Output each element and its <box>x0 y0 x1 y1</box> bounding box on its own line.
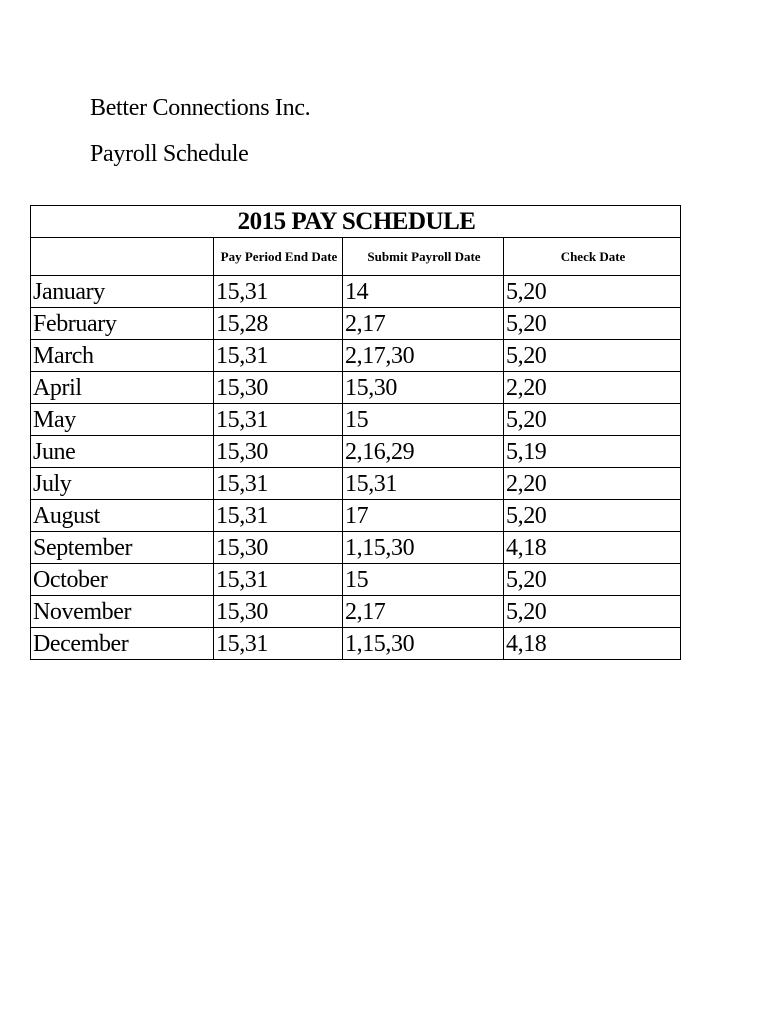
month-cell: March <box>31 340 214 372</box>
month-cell: November <box>31 596 214 628</box>
pay-period-end-cell: 15,30 <box>214 372 343 404</box>
table-body <box>31 276 681 660</box>
submit-payroll-cell: 2,17 <box>343 308 504 340</box>
header-month <box>31 238 214 276</box>
table-title: 2015 PAY SCHEDULE <box>31 206 681 238</box>
submit-payroll-cell: 15,30 <box>343 372 504 404</box>
table-row <box>31 276 681 308</box>
pay-period-end-cell: 15,31 <box>214 404 343 436</box>
table-row <box>31 468 681 500</box>
month-cell: January <box>31 276 214 308</box>
document-subtitle: Payroll Schedule <box>90 141 249 167</box>
check-date-cell: 5,20 <box>504 596 681 628</box>
check-date-cell: 5,20 <box>504 340 681 372</box>
month-cell: February <box>31 308 214 340</box>
check-date-cell: 4,18 <box>504 628 681 660</box>
pay-schedule-table <box>30 205 681 660</box>
table-row <box>31 308 681 340</box>
submit-payroll-cell: 1,15,30 <box>343 532 504 564</box>
table-row <box>31 628 681 660</box>
header-check-date: Check Date <box>504 238 681 276</box>
pay-period-end-cell: 15,31 <box>214 468 343 500</box>
pay-period-end-cell: 15,28 <box>214 308 343 340</box>
check-date-cell: 5,20 <box>504 500 681 532</box>
pay-period-end-cell: 15,31 <box>214 276 343 308</box>
month-cell: August <box>31 500 214 532</box>
month-cell: July <box>31 468 214 500</box>
submit-payroll-cell: 15 <box>343 564 504 596</box>
table-row <box>31 340 681 372</box>
submit-payroll-cell: 17 <box>343 500 504 532</box>
pay-period-end-cell: 15,31 <box>214 564 343 596</box>
table-row <box>31 564 681 596</box>
month-cell: April <box>31 372 214 404</box>
table-row <box>31 404 681 436</box>
submit-payroll-cell: 2,17 <box>343 596 504 628</box>
submit-payroll-cell: 14 <box>343 276 504 308</box>
header-submit-payroll: Submit Payroll Date <box>343 238 504 276</box>
header-pay-period-end: Pay Period End Date <box>214 238 343 276</box>
check-date-cell: 5,20 <box>504 564 681 596</box>
pay-period-end-cell: 15,31 <box>214 340 343 372</box>
month-cell: May <box>31 404 214 436</box>
table-row <box>31 532 681 564</box>
submit-payroll-cell: 2,17,30 <box>343 340 504 372</box>
submit-payroll-cell: 1,15,30 <box>343 628 504 660</box>
table-header-row <box>31 238 681 276</box>
table-row <box>31 596 681 628</box>
check-date-cell: 5,19 <box>504 436 681 468</box>
pay-period-end-cell: 15,31 <box>214 628 343 660</box>
month-cell: October <box>31 564 214 596</box>
check-date-cell: 5,20 <box>504 404 681 436</box>
check-date-cell: 2,20 <box>504 372 681 404</box>
pay-period-end-cell: 15,30 <box>214 596 343 628</box>
table-row <box>31 500 681 532</box>
company-name: Better Connections Inc. <box>90 95 311 121</box>
table-title-row <box>31 206 681 238</box>
pay-period-end-cell: 15,30 <box>214 436 343 468</box>
submit-payroll-cell: 15,31 <box>343 468 504 500</box>
check-date-cell: 5,20 <box>504 276 681 308</box>
check-date-cell: 4,18 <box>504 532 681 564</box>
check-date-cell: 2,20 <box>504 468 681 500</box>
month-cell: September <box>31 532 214 564</box>
submit-payroll-cell: 15 <box>343 404 504 436</box>
month-cell: June <box>31 436 214 468</box>
pay-period-end-cell: 15,31 <box>214 500 343 532</box>
table-row <box>31 372 681 404</box>
month-cell: December <box>31 628 214 660</box>
pay-period-end-cell: 15,30 <box>214 532 343 564</box>
check-date-cell: 5,20 <box>504 308 681 340</box>
table-row <box>31 436 681 468</box>
submit-payroll-cell: 2,16,29 <box>343 436 504 468</box>
